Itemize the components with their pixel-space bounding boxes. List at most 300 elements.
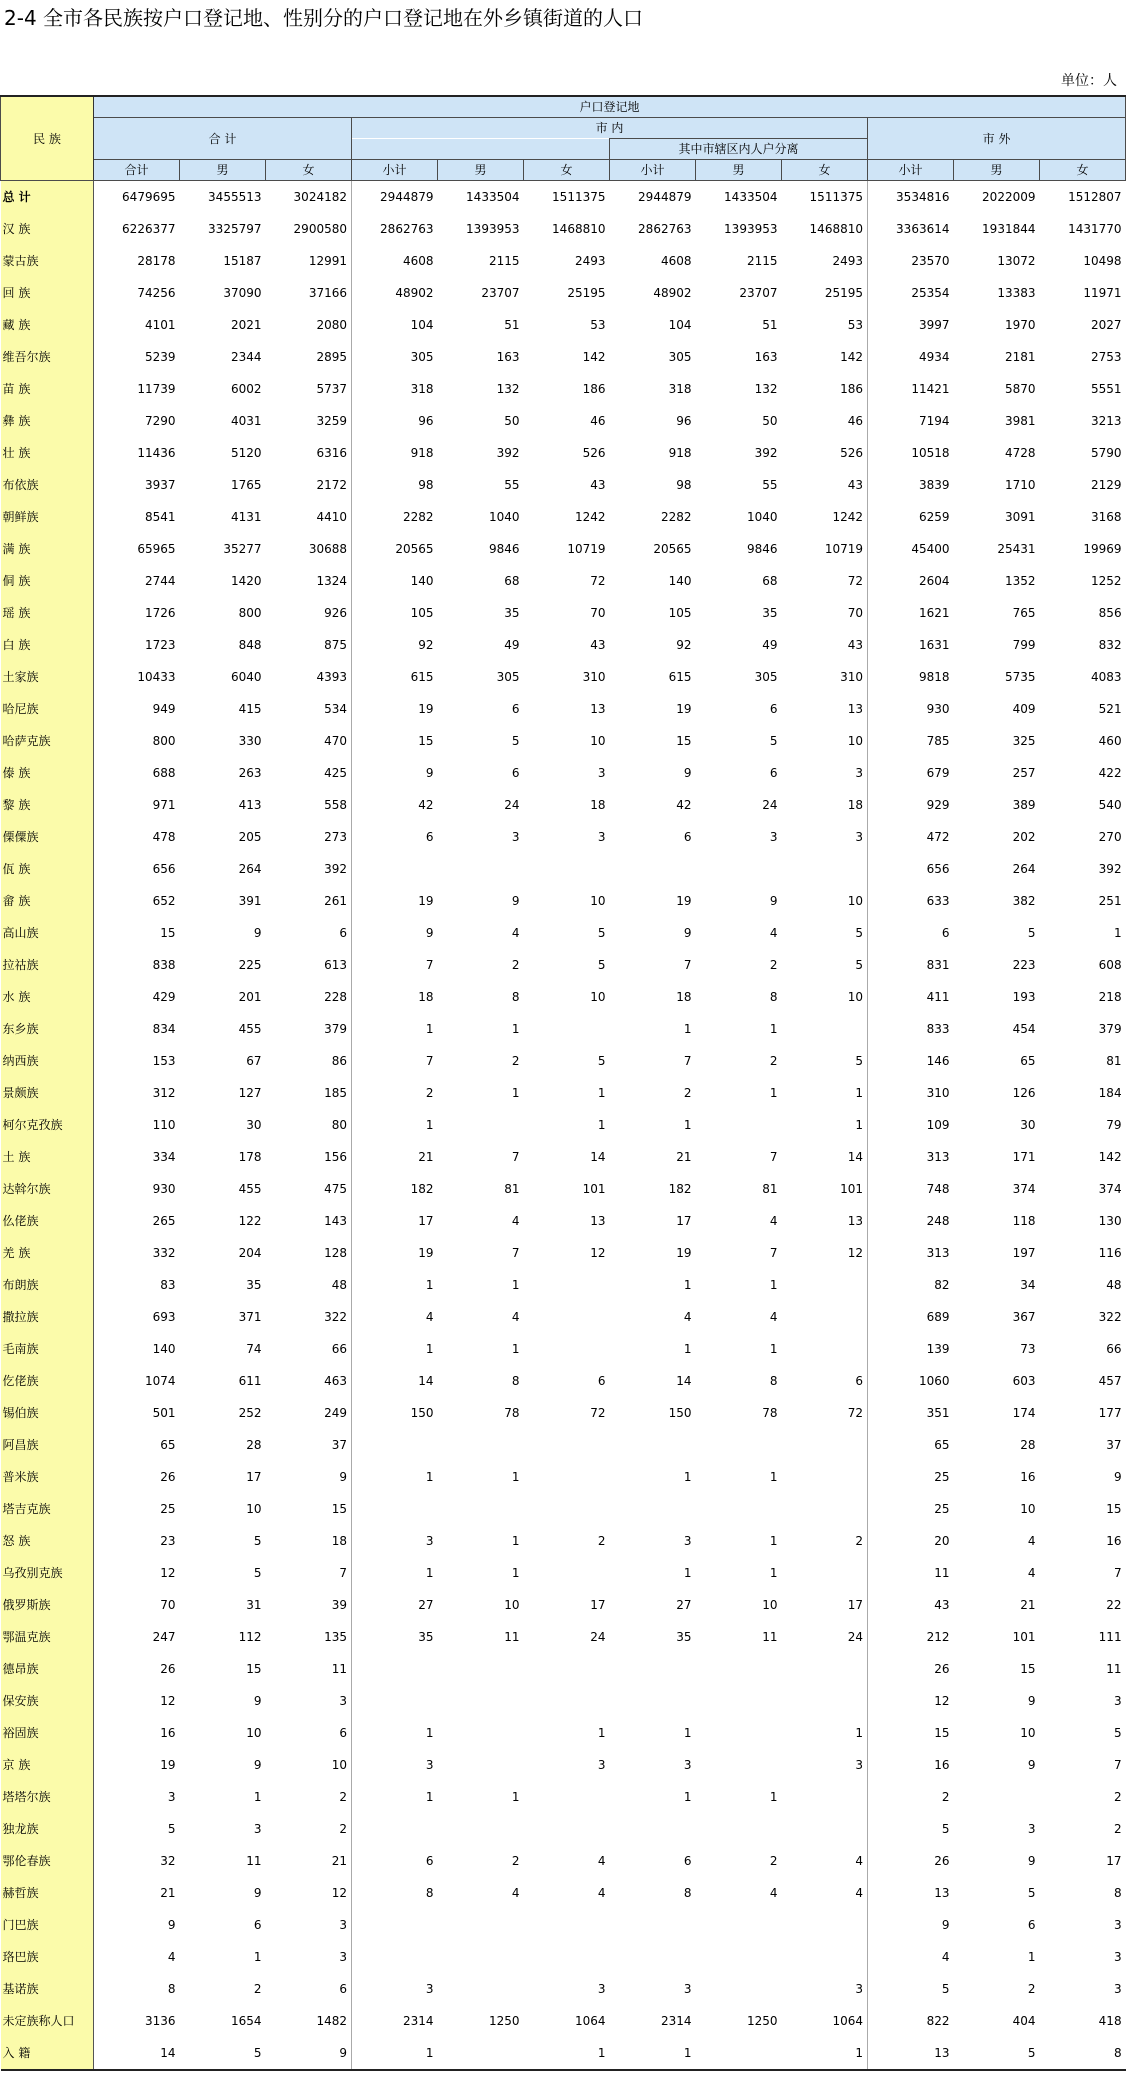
table-cell: 68 (504, 574, 520, 588)
table-cell: 143 (324, 1214, 347, 1228)
column-header: 女 (524, 160, 610, 181)
table-cell: 18 (590, 798, 606, 812)
table-cell (352, 1653, 438, 1685)
ethnicity-name: 塔塔尔族 (1, 1781, 94, 1813)
table-cell: 43 (590, 638, 606, 652)
table-cell: 926 (324, 606, 347, 620)
table-cell: 9846 (746, 542, 778, 556)
table-cell: 3 (1027, 1822, 1036, 1836)
table-cell: 70 (160, 1598, 176, 1612)
table-cell: 132 (496, 382, 520, 396)
table-cell: 6 (855, 1374, 863, 1388)
table-cell: 1 (597, 1118, 606, 1132)
table-cell: 7 (352, 949, 438, 981)
table-cell: 3 (167, 1790, 176, 1804)
table-row (1, 1333, 1126, 1365)
ethnicity-name: 羌 族 (1, 1237, 94, 1269)
table-cell: 1970 (1004, 318, 1036, 332)
table-cell: 2 (868, 1781, 954, 1813)
table-cell: 8 (511, 1374, 520, 1388)
ethnicity-name: 彝 族 (1, 405, 94, 437)
table-cell (610, 1909, 696, 1941)
table-cell: 429 (152, 990, 176, 1004)
table-row (1, 1941, 1126, 1973)
table-cell: 30688 (308, 542, 347, 556)
ethnicity-name: 畲 族 (1, 885, 94, 917)
ethnicity-name: 汉 族 (1, 213, 94, 245)
table-cell: 1 (352, 1717, 438, 1749)
table-cell: 4 (511, 1310, 520, 1324)
table-cell: 53 (847, 318, 863, 332)
table-cell: 3136 (144, 2014, 176, 2028)
table-cell: 66 (1106, 1342, 1122, 1356)
table-cell: 1 (511, 1534, 520, 1548)
table-cell: 6 (769, 766, 778, 780)
table-cell: 81 (762, 1182, 778, 1196)
table-row (1, 245, 1126, 277)
population-table (0, 95, 1126, 2071)
table-cell: 263 (238, 766, 262, 780)
table-cell: 3091 (1004, 510, 1036, 524)
table-cell: 24 (762, 798, 778, 812)
table-row (1, 1589, 1126, 1621)
table-cell: 35 (676, 1630, 692, 1644)
table-row (1, 2005, 1126, 2037)
table-cell: 19 (352, 885, 438, 917)
table-cell: 73 (1020, 1342, 1036, 1356)
ethnicity-name: 白 族 (1, 629, 94, 661)
table-cell: 8 (1040, 2037, 1126, 2070)
table-cell: 425 (324, 766, 347, 780)
table-cell: 8 (511, 990, 520, 1004)
table-row (1, 629, 1126, 661)
table-row (1, 1397, 1126, 1429)
table-cell: 11739 (137, 382, 176, 396)
table-cell: 12 (590, 1246, 606, 1260)
table-cell: 2 (769, 1054, 778, 1068)
table-row (1, 1173, 1126, 1205)
table-row (1, 981, 1126, 1013)
table-cell: 10 (590, 734, 606, 748)
table-cell: 4 (1027, 1534, 1036, 1548)
ethnicity-name: 鄂伦春族 (1, 1845, 94, 1877)
table-cell (696, 1717, 782, 1749)
table-cell: 1 (769, 1790, 778, 1804)
table-cell: 14 (676, 1374, 692, 1388)
table-cell: 1710 (1004, 478, 1036, 492)
table-cell: 22 (1106, 1598, 1122, 1612)
table-cell: 23570 (868, 245, 954, 277)
table-cell: 1512807 (1068, 190, 1122, 204)
table-cell: 10 (847, 734, 863, 748)
table-cell: 51 (504, 318, 520, 332)
table-cell (524, 1269, 610, 1301)
table-cell: 5 (855, 1054, 863, 1068)
table-cell (696, 1749, 782, 1781)
table-cell: 603 (1012, 1374, 1036, 1388)
table-cell: 171 (1012, 1150, 1036, 1164)
table-cell (524, 1557, 610, 1589)
table-cell: 249 (324, 1406, 347, 1420)
table-cell: 11421 (868, 373, 954, 405)
table-cell: 2115 (746, 254, 778, 268)
table-cell: 822 (868, 2005, 954, 2037)
table-cell: 9 (1113, 1470, 1122, 1484)
table-cell: 25 (868, 1493, 954, 1525)
table-cell: 13072 (997, 254, 1036, 268)
table-cell: 6 (339, 1726, 347, 1740)
table-cell: 455 (238, 1022, 262, 1036)
table-cell: 7 (769, 1150, 778, 1164)
table-cell: 15 (331, 1502, 347, 1516)
ethnicity-name: 壮 族 (1, 437, 94, 469)
table-cell: 10 (246, 1502, 262, 1516)
table-cell: 1433504 (724, 190, 778, 204)
table-cell: 70 (590, 606, 606, 620)
table-cell: 43 (590, 478, 606, 492)
table-cell: 4 (868, 1941, 954, 1973)
table-cell: 6 (683, 830, 692, 844)
table-cell: 3 (855, 1982, 863, 1996)
table-cell: 949 (152, 702, 176, 716)
table-cell: 689 (868, 1301, 954, 1333)
table-cell: 49 (762, 638, 778, 652)
table-cell: 833 (868, 1013, 954, 1045)
table-cell: 1074 (144, 1374, 176, 1388)
table-cell: 5 (167, 1822, 176, 1836)
table-cell: 212 (868, 1621, 954, 1653)
table-cell: 10 (762, 1598, 778, 1612)
table-cell (524, 1301, 610, 1333)
table-cell: 5 (1113, 1726, 1122, 1740)
table-cell: 20 (868, 1525, 954, 1557)
table-cell: 10518 (868, 437, 954, 469)
table-cell: 367 (1012, 1310, 1036, 1324)
table-cell (352, 1909, 438, 1941)
table-cell: 2 (1113, 1790, 1122, 1804)
table-cell: 98 (352, 469, 438, 501)
table-cell: 5 (954, 2037, 1040, 2070)
table-cell: 11 (504, 1630, 520, 1644)
header-group-city-out: 市 外 (868, 118, 1126, 160)
table-cell: 1 (352, 1461, 438, 1493)
header-group-total: 合 计 (94, 118, 352, 160)
ethnicity-name: 仡佬族 (1, 1365, 94, 1397)
ethnicity-name: 回 族 (1, 277, 94, 309)
table-cell: 2 (1027, 1982, 1036, 1996)
table-cell: 9 (352, 917, 438, 949)
table-cell: 1 (511, 1342, 520, 1356)
table-cell (438, 1973, 524, 2005)
table-cell (352, 1685, 438, 1717)
ethnicity-name: 水 族 (1, 981, 94, 1013)
table-cell: 1 (597, 1086, 606, 1100)
table-cell: 318 (352, 373, 438, 405)
table-cell: 9 (352, 757, 438, 789)
ethnicity-name: 撒拉族 (1, 1301, 94, 1333)
table-cell: 2493 (832, 254, 863, 268)
ethnicity-name: 高山族 (1, 917, 94, 949)
table-cell: 8 (769, 990, 778, 1004)
table-cell: 65 (868, 1429, 954, 1461)
ethnicity-name: 门巴族 (1, 1909, 94, 1941)
table-cell: 4 (855, 1886, 863, 1900)
table-cell: 142 (840, 350, 863, 364)
table-cell (524, 1013, 610, 1045)
table-cell: 392 (324, 862, 347, 876)
table-cell: 1 (683, 1726, 692, 1740)
table-cell: 104 (352, 309, 438, 341)
table-cell: 1 (352, 2037, 438, 2070)
table-cell (524, 1909, 610, 1941)
table-row (1, 565, 1126, 597)
table-cell: 3 (1113, 1918, 1122, 1932)
table-cell: 11 (246, 1854, 262, 1868)
table-cell: 1 (524, 2037, 610, 2070)
table-cell: 4 (167, 1950, 176, 1964)
table-cell: 128 (324, 1246, 347, 1260)
table-cell: 1 (683, 1022, 692, 1036)
table-cell: 6259 (868, 501, 954, 533)
table-cell: 11971 (1083, 286, 1122, 300)
table-cell: 3 (597, 1982, 606, 1996)
table-cell (438, 1685, 524, 1717)
table-cell: 12 (868, 1685, 954, 1717)
table-cell (352, 1813, 438, 1845)
table-cell: 48902 (352, 277, 438, 309)
table-cell: 72 (590, 1406, 606, 1420)
table-cell: 1 (769, 1534, 778, 1548)
ethnicity-name: 土 族 (1, 1141, 94, 1173)
table-cell: 111 (1098, 1630, 1122, 1644)
ethnicity-name: 德昂族 (1, 1653, 94, 1685)
table-cell: 1040 (488, 510, 520, 524)
table-cell: 225 (238, 958, 262, 972)
ethnicity-name: 仫佬族 (1, 1205, 94, 1237)
table-cell: 8541 (144, 510, 176, 524)
table-cell: 101 (582, 1182, 606, 1196)
column-header: 合计 (94, 160, 180, 181)
ethnicity-name: 瑶 族 (1, 597, 94, 629)
table-cell: 65 (160, 1438, 176, 1452)
table-cell: 9 (253, 1886, 262, 1900)
table-cell: 2 (597, 1534, 606, 1548)
table-cell: 186 (840, 382, 863, 396)
ethnicity-name: 东乡族 (1, 1013, 94, 1045)
table-cell: 3 (597, 830, 606, 844)
table-cell: 17 (590, 1598, 606, 1612)
table-row (1, 1429, 1126, 1461)
table-cell: 35 (352, 1621, 438, 1653)
table-cell: 1 (1113, 926, 1122, 940)
table-cell: 9846 (488, 542, 520, 556)
table-cell: 3981 (1004, 414, 1036, 428)
table-row (1, 1269, 1126, 1301)
table-cell: 413 (238, 798, 262, 812)
table-cell (782, 1813, 868, 1845)
table-cell: 1 (352, 1333, 438, 1365)
ethnicity-name: 傣 族 (1, 757, 94, 789)
table-cell: 2944879 (352, 181, 438, 214)
table-cell: 37 (331, 1438, 347, 1452)
table-cell: 13 (590, 702, 606, 716)
table-cell: 6226377 (122, 222, 176, 236)
table-cell: 9 (769, 894, 778, 908)
header-group-city-in: 市 内 (352, 118, 868, 139)
table-cell: 20565 (352, 533, 438, 565)
table-cell: 5 (511, 734, 520, 748)
table-cell: 6 (597, 1374, 606, 1388)
table-cell: 1 (683, 1790, 692, 1804)
table-cell: 392 (1098, 862, 1122, 876)
table-cell: 526 (840, 446, 863, 460)
table-cell: 21 (331, 1854, 347, 1868)
table-cell: 163 (754, 350, 778, 364)
table-cell: 799 (1012, 638, 1036, 652)
table-cell: 182 (668, 1182, 692, 1196)
table-cell: 2 (1113, 1822, 1122, 1836)
table-row (1, 1557, 1126, 1589)
column-header: 男 (954, 160, 1040, 181)
table-cell: 112 (238, 1630, 262, 1644)
table-cell: 83 (160, 1278, 176, 1292)
table-cell (352, 1429, 438, 1461)
table-cell: 105 (352, 597, 438, 629)
table-cell: 186 (582, 382, 606, 396)
table-cell: 3 (855, 766, 863, 780)
table-cell (438, 1109, 524, 1141)
ethnicity-name: 苗 族 (1, 373, 94, 405)
table-cell: 35277 (223, 542, 262, 556)
table-row (1, 277, 1126, 309)
table-cell: 918 (668, 446, 692, 460)
table-cell: 27 (352, 1589, 438, 1621)
table-cell (524, 1653, 610, 1685)
table-cell (610, 1685, 696, 1717)
column-header: 小计 (352, 160, 438, 181)
table-cell: 3 (1113, 1950, 1122, 1964)
table-cell: 261 (324, 894, 347, 908)
table-cell: 1468810 (552, 222, 606, 236)
table-cell: 318 (668, 382, 692, 396)
table-cell: 11 (331, 1662, 347, 1676)
table-cell: 455 (238, 1182, 262, 1196)
table-cell: 3 (683, 1982, 692, 1996)
table-cell: 4 (855, 1854, 863, 1868)
table-cell (524, 1813, 610, 1845)
table-row (1, 1781, 1126, 1813)
table-cell (696, 1685, 782, 1717)
table-cell: 28 (246, 1438, 262, 1452)
table-row (1, 1493, 1126, 1525)
table-cell: 177 (1098, 1406, 1122, 1420)
table-cell: 1242 (832, 510, 863, 524)
table-cell (524, 1685, 610, 1717)
table-cell: 1631 (868, 629, 954, 661)
table-row (1, 1621, 1126, 1653)
table-cell: 2080 (316, 318, 347, 332)
table-cell: 330 (238, 734, 262, 748)
table-cell: 82 (868, 1269, 954, 1301)
table-cell: 611 (238, 1374, 262, 1388)
table-cell: 12 (331, 1886, 347, 1900)
table-cell: 139 (868, 1333, 954, 1365)
table-cell: 92 (352, 629, 438, 661)
table-cell: 17 (847, 1598, 863, 1612)
table-cell: 2 (683, 1086, 692, 1100)
table-cell: 1 (610, 2037, 696, 2070)
table-cell: 193 (1012, 990, 1036, 1004)
table-cell: 45400 (868, 533, 954, 565)
table-cell: 1621 (868, 597, 954, 629)
table-cell: 4083 (1091, 670, 1122, 684)
table-cell: 1 (855, 1118, 863, 1132)
page-title: 2-4 全市各民族按户口登记地、性别分的户口登记地在外乡镇街道的人口 (4, 6, 644, 30)
table-cell: 608 (1098, 958, 1122, 972)
ethnicity-name: 俄罗斯族 (1, 1589, 94, 1621)
table-cell: 679 (868, 757, 954, 789)
table-cell (524, 1429, 610, 1461)
table-cell: 2115 (488, 254, 520, 268)
table-cell: 2604 (868, 565, 954, 597)
table-cell: 310 (582, 670, 606, 684)
table-cell: 96 (676, 414, 692, 428)
table-cell: 6 (683, 1854, 692, 1868)
table-cell: 19 (676, 702, 692, 716)
table-cell (352, 1941, 438, 1973)
column-header: 男 (438, 160, 524, 181)
table-cell: 374 (1098, 1182, 1122, 1196)
table-cell (782, 1429, 868, 1461)
table-cell: 411 (868, 981, 954, 1013)
table-cell: 3 (339, 1950, 347, 1964)
table-cell (610, 1941, 696, 1973)
table-cell: 2900580 (293, 222, 347, 236)
table-cell: 7290 (144, 414, 176, 428)
table-cell: 3997 (868, 309, 954, 341)
table-cell (782, 1269, 868, 1301)
table-cell: 4 (511, 926, 520, 940)
table-cell (696, 1973, 782, 2005)
table-cell: 79 (1106, 1118, 1122, 1132)
table-row (1, 1237, 1126, 1269)
table-cell: 930 (152, 1182, 176, 1196)
table-cell: 2 (339, 1790, 347, 1804)
table-cell: 74256 (137, 286, 176, 300)
table-cell: 109 (868, 1109, 954, 1141)
table-cell: 9 (868, 1909, 954, 1941)
table-cell: 6479695 (122, 190, 176, 204)
table-cell: 5 (1027, 1886, 1036, 1900)
table-cell: 1 (352, 1109, 438, 1141)
ethnicity-name: 阿昌族 (1, 1429, 94, 1461)
table-cell: 1060 (868, 1365, 954, 1397)
table-cell: 10 (1020, 1502, 1036, 1516)
table-cell: 1 (683, 1118, 692, 1132)
table-cell: 9818 (868, 661, 954, 693)
table-cell: 35 (246, 1278, 262, 1292)
table-cell: 1468810 (809, 222, 863, 236)
table-cell: 86 (331, 1054, 347, 1068)
table-row (1, 309, 1126, 341)
ethnicity-name: 乌孜别克族 (1, 1557, 94, 1589)
table-cell: 14 (352, 1365, 438, 1397)
ethnicity-name: 怒 族 (1, 1525, 94, 1557)
table-cell: 2 (511, 1854, 520, 1868)
ethnicity-name: 黎 族 (1, 789, 94, 821)
table-cell: 4 (352, 1301, 438, 1333)
table-cell: 5 (1027, 926, 1036, 940)
